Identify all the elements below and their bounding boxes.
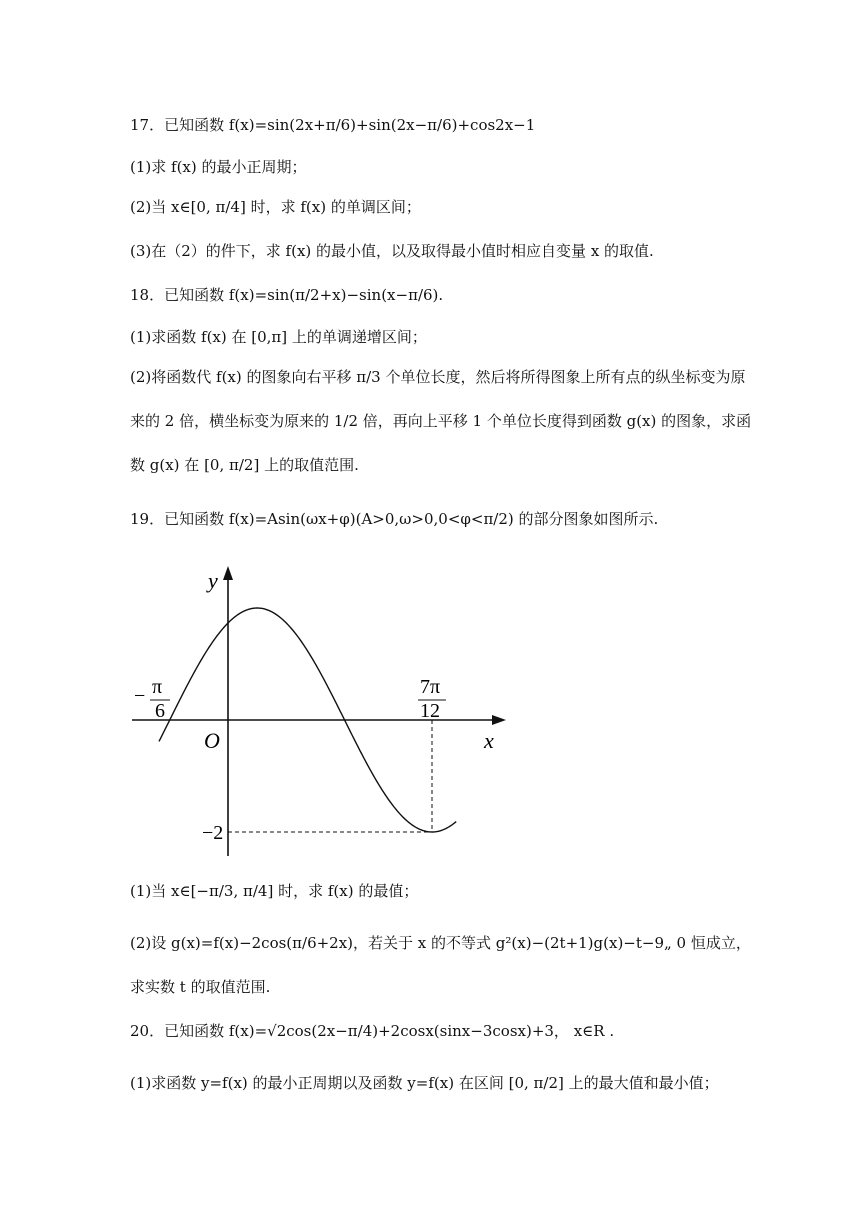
origin-label: O [204,728,220,753]
problem-19-stem: 19．已知函数 f(x)=Asin(ωx+φ)(A>0,ω>0,0<φ<π/2) 的部分图象如图所示. [130,510,659,528]
left-tick-numerator: π [152,676,163,698]
problem-18-stem: 18．已知函数 f(x)=sin(π/2+x)−sin(x−π/6). [130,286,444,304]
problem-18-part-2-line-2: 来的 2 倍，横坐标变为原来的 1/2 倍，再向上平移 1 个单位长度得到函数 g(x) 的图象，求函 [130,412,752,430]
problem-19-part-2-line-2: 求实数 t 的取值范围. [130,978,271,996]
y-axis-label: y [208,568,218,593]
problem-17-part-2: (2)当 x∈[0, π/4] 时，求 f(x) 的单调区间； [130,198,421,216]
problem-20-stem: 20．已知函数 f(x)=√2cos(2x−π/4)+2cosx(sinx−3cosx)+3， x∈R . [130,1022,615,1040]
problem-17-part-3: (3)在（2）的件下，求 f(x) 的最小值，以及取得最小值时相应自变量 x 的取值. [130,242,654,260]
right-tick-denominator: 12 [420,700,440,722]
problem-19-part-1: (1)当 x∈[−π/3, π/4] 时，求 f(x) 的最值； [130,882,419,900]
y-axis-arrow-icon [223,566,233,580]
right-tick-numerator: 7π [420,676,441,698]
problem-18-part-2-line-1: (2)将函数代 f(x) 的图象向右平移 π/3 个单位长度，然后将所得图象上所有点的纵坐标变为原 [130,368,746,386]
x-axis-arrow-icon [492,715,506,725]
problem-19-part-2-line-1: (2)设 g(x)=f(x)−2cos(π/6+2x)，若关于 x 的不等式 g²(x)−(2t+1)g(x)−t−9„ 0 恒成立， [130,934,751,952]
left-tick-denominator: 6 [155,700,165,722]
x-axis-label: x [484,728,494,753]
problem-18-part-2-line-3: 数 g(x) 在 [0, π/2] 上的取值范围. [130,456,359,474]
min-value-label: −2 [202,822,224,844]
problem-17-part-1: (1)求 f(x) 的最小正周期； [130,158,307,176]
problem-18-part-1: (1)求函数 f(x) 在 [0,π] 上的单调递增区间； [130,328,427,346]
left-tick-sign: − [134,685,146,707]
problem-20-part-1: (1)求函数 y=f(x) 的最小正周期以及函数 y=f(x) 在区间 [0, π/2] 上的最大值和最小值； [130,1074,719,1092]
problem-17-stem: 17．已知函数 f(x)=sin(2x+π/6)+sin(2x−π/6)+cos2x−1 [130,116,536,134]
function-graph [120,560,520,870]
